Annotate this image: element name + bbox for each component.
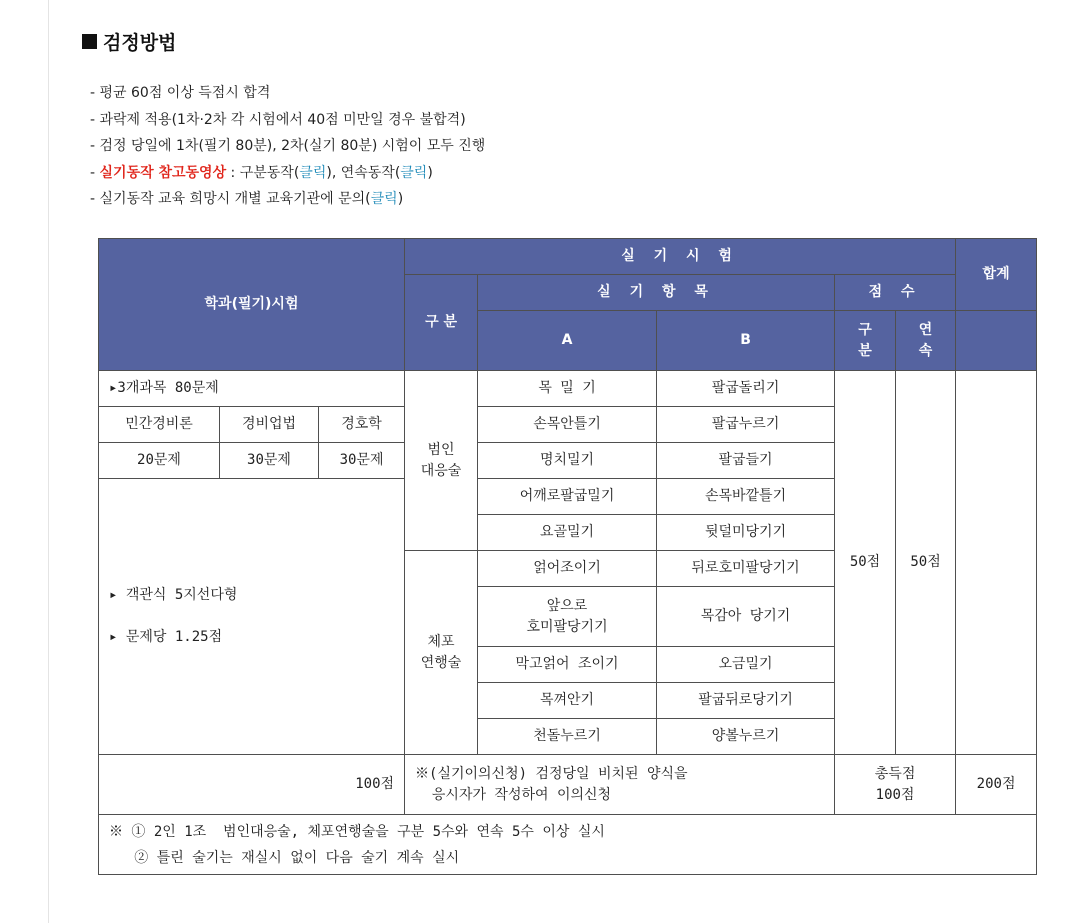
header-score: 점 수 xyxy=(835,275,956,311)
score-continuous-value: 50점 xyxy=(896,371,956,755)
item-a: 얽어조이기 xyxy=(478,551,657,587)
bullet-text: ) xyxy=(397,191,404,207)
bullet-passing: - 평균 60점 이상 득점시 합격 xyxy=(90,85,271,101)
item-b: 손목바깥틀기 xyxy=(657,479,835,515)
subject-name: 경호학 xyxy=(319,407,405,443)
header-score-division: 구 분 xyxy=(835,311,896,371)
header-total-empty xyxy=(956,311,1037,371)
item-a: 손목안틀기 xyxy=(478,407,657,443)
header-written-exam: 학과(필기)시험 xyxy=(99,239,405,371)
bullet-video xyxy=(90,160,485,187)
item-b: 뒤로호미팔당기기 xyxy=(657,551,835,587)
bullet-fail-rule: - 과락제 적용(1차·2차 각 시험에서 40점 미만일 경우 불합격) xyxy=(90,111,466,128)
item-a: 어깨로팔굽밀기 xyxy=(478,479,657,515)
header-col-b: B xyxy=(657,311,835,371)
item-a: 천돌누르기 xyxy=(478,719,657,755)
subject-name: 민간경비론 xyxy=(99,407,220,443)
subject-question-count: 30문제 xyxy=(319,443,405,479)
bullet-text: - 실기동작 교육 희망시 개별 교육기관에 문의( xyxy=(90,191,371,207)
heading-text: 검정방법 xyxy=(103,32,177,54)
footnote: ※ ① 2인 1조 범인대응술, 체포연행술을 구분 5수와 연속 5수 이상 실시 ② 틀린 술기는 재실시 없이 다음 술기 계속 실시 xyxy=(99,815,1037,875)
subject-question-count: 20문제 xyxy=(99,443,220,479)
item-a: 앞으로 호미팔당기기 xyxy=(478,587,657,647)
header-practical-exam: 실 기 시 험 xyxy=(405,239,956,275)
objection-note: ※(실기이의신청) 검정당일 비치된 양식을 응시자가 작성하여 이의신청 xyxy=(405,755,835,815)
square-bullet-icon xyxy=(82,34,97,49)
grand-total-score: 200점 xyxy=(956,755,1037,815)
written-total-score: 100점 xyxy=(99,755,405,815)
div-motion-link[interactable]: 클릭 xyxy=(299,164,327,181)
bullet-list xyxy=(90,80,485,213)
subject-question-count: 30문제 xyxy=(220,443,319,479)
item-b: 팔굽누르기 xyxy=(657,407,835,443)
item-b: 목감아 당기기 xyxy=(657,587,835,647)
header-total: 합계 xyxy=(956,239,1037,311)
score-division-value: 50점 xyxy=(835,371,896,755)
bullet-text: ) xyxy=(427,164,433,181)
written-subjects-summary: ▸3개과목 80문제 xyxy=(99,371,405,407)
header-score-continuous: 연 속 xyxy=(896,311,956,371)
bullet-education xyxy=(90,186,485,213)
item-a: 요골밀기 xyxy=(478,515,657,551)
item-b: 뒷덜미당기기 xyxy=(657,515,835,551)
item-b: 양볼누르기 xyxy=(657,719,835,755)
item-a: 목껴안기 xyxy=(478,683,657,719)
bullet-prefix: - xyxy=(90,164,100,181)
bullet-text: : 구분동작( xyxy=(226,164,300,181)
video-reference-label: 실기동작 참고동영상 xyxy=(99,164,227,181)
item-a: 목 밀 기 xyxy=(478,371,657,407)
practical-total-score: 총득점 100점 xyxy=(835,755,956,815)
header-items: 실 기 항 목 xyxy=(478,275,835,311)
header-col-a: A xyxy=(478,311,657,371)
exam-table xyxy=(98,238,1037,875)
item-b: 팔굽돌리기 xyxy=(657,371,835,407)
item-b: 팔굽들기 xyxy=(657,443,835,479)
bullet-schedule: - 검정 당일에 1차(필기 80분), 2차(실기 80분) 시험이 모두 진행 xyxy=(90,138,486,154)
item-a: 명치밀기 xyxy=(478,443,657,479)
header-category: 구 분 xyxy=(405,275,478,371)
item-b: 팔굽뒤로당기기 xyxy=(657,683,835,719)
category-arrest-response: 범인 대응술 xyxy=(405,371,478,551)
subject-name: 경비업법 xyxy=(220,407,319,443)
category-arrest-escort: 체포 연행술 xyxy=(405,551,478,755)
education-link[interactable]: 클릭 xyxy=(370,191,398,207)
total-empty-cell xyxy=(956,371,1037,755)
section-heading xyxy=(82,28,176,55)
left-border-line xyxy=(48,0,49,923)
written-format-info: ▸ 객관식 5지선다형 ▸ 문제당 1.25점 xyxy=(99,479,405,755)
item-b: 오금밀기 xyxy=(657,647,835,683)
item-a: 막고얽어 조이기 xyxy=(478,647,657,683)
cont-motion-link[interactable]: 클릭 xyxy=(400,164,428,181)
bullet-text: ), 연속동작( xyxy=(326,164,401,181)
